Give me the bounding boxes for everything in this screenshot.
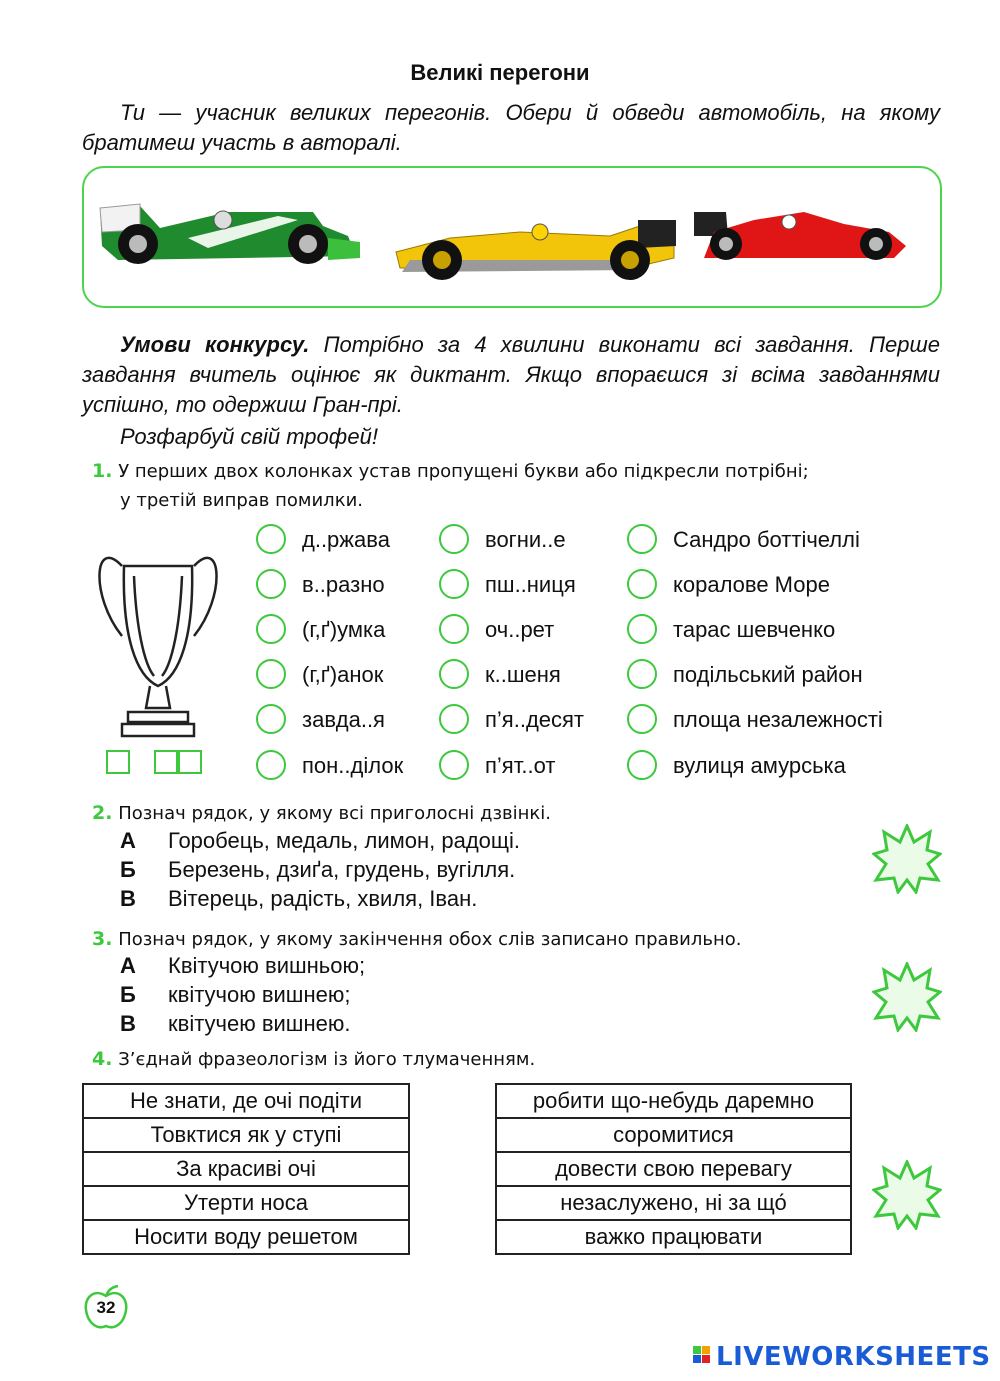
task-1-line1: У перших двох колонках устав пропущені букви або підкресли потрібні; [118,461,809,482]
phraseology-table [82,1083,410,1255]
answer-circle[interactable] [627,659,657,689]
option-text: квітучою вишнею; [168,982,351,1007]
task-2-option[interactable] [120,857,516,883]
contest-conditions [82,330,940,420]
page-number-badge [84,1290,128,1330]
task-4-instruction [92,1048,535,1070]
task-3-prompt: Познач рядок, у якому закінчення обох слів записано правильно. [118,929,742,950]
word-item: п’ят..от [485,753,556,778]
conditions-text: Потрібно за 4 хвилини виконати всі завдання. Перше завдання вчитель оцінює як диктант. Якщо впораєшся зі всіма завданнями успішно, то одержиш Гран-прі. [82,332,940,417]
answer-circle[interactable] [439,659,469,689]
task-2-option[interactable] [120,886,478,912]
word-item: (г,ґ)умка [302,617,386,642]
meaning-item[interactable]: довести свою перевагу [496,1152,851,1186]
task-1-line2: у третій виправ помилки. [120,490,363,511]
option-letter: А [120,953,136,978]
task-3-option[interactable] [120,982,351,1008]
option-letter: В [120,886,136,911]
trophy-color-box[interactable] [154,750,178,774]
word-item: оч..рет [485,617,555,642]
task-3-option[interactable] [120,1011,351,1037]
word-item: тарас шевченко [673,617,836,642]
option-text: Горобець, медаль, лимон, радощі. [168,828,520,853]
word-item: вогни..е [485,527,566,552]
word-item: завда..я [302,707,385,732]
intro-text: Ти — учасник великих перегонів. Обери й обведи автомобіль, на якому братимеш участь в авторалі. [82,100,940,155]
liveworksheets-brand[interactable]: LIVEWORKSHEETS [716,1342,991,1372]
option-letter: Б [120,857,136,882]
task-3-number: 3. [92,928,113,950]
page-number: 32 [96,1298,116,1317]
task-3-option[interactable] [120,953,366,979]
trophy-color-box[interactable] [106,750,130,774]
word-item: п’я..десят [485,707,584,732]
task-2-option[interactable] [120,828,520,854]
page-title: Великі перегони [410,60,590,85]
answer-circle[interactable] [256,614,286,644]
meaning-item[interactable]: соромитися [496,1118,851,1152]
trophy-color-box[interactable] [178,750,202,774]
option-text: Вітерець, радість, хвиля, Іван. [168,886,478,911]
word-item: к..шеня [485,662,561,687]
phraseology-item[interactable]: За красиві очі [83,1152,409,1186]
phraseology-item[interactable]: Не знати, де очі подіти [83,1084,409,1118]
word-item: подільський район [673,662,863,687]
red-race-car[interactable] [694,206,909,268]
answer-circle[interactable] [627,569,657,599]
word-item: Сандро боттічеллі [673,527,860,552]
meaning-item[interactable]: робити що-небудь даремно [496,1084,851,1118]
star-icon[interactable] [872,1160,942,1230]
phraseology-item[interactable]: Утерти носа [83,1186,409,1220]
star-icon[interactable] [872,962,942,1032]
word-item: вулиця амурська [673,753,846,778]
task-4-number: 4. [92,1048,113,1070]
meaning-table [495,1083,852,1255]
task-2-prompt: Познач рядок, у якому всі приголосні дзвінкі. [118,803,552,824]
answer-circle[interactable] [439,614,469,644]
answer-circle[interactable] [627,750,657,780]
option-text: Березень, дзиґа, грудень, вугілля. [168,857,516,882]
phraseology-item[interactable]: Носити воду решетом [83,1220,409,1254]
answer-circle[interactable] [256,659,286,689]
answer-circle[interactable] [439,524,469,554]
word-item: д..ржава [302,527,390,552]
option-letter: А [120,828,136,853]
answer-circle[interactable] [439,750,469,780]
answer-circle[interactable] [627,524,657,554]
word-item: пш..ниця [485,572,576,597]
task-3-instruction [92,928,741,950]
option-text: квітучею вишнею. [168,1011,351,1036]
answer-circle[interactable] [256,524,286,554]
answer-circle[interactable] [439,704,469,734]
option-letter: В [120,1011,136,1036]
word-item: (г,ґ)анок [302,662,384,687]
meaning-item[interactable]: важко працювати [496,1220,851,1254]
answer-circle[interactable] [627,614,657,644]
answer-circle[interactable] [256,569,286,599]
trophy-image[interactable] [94,526,222,744]
option-text: Квітучою вишньою; [168,953,366,978]
green-race-car[interactable] [98,198,363,276]
word-item: коралове Море [673,572,830,597]
word-item: площа незалежності [673,707,883,732]
meaning-item[interactable]: незаслужено, ні за що́ [496,1186,851,1220]
task-1-number: 1. [92,460,113,482]
word-item: в..разно [302,572,385,597]
yellow-race-car[interactable] [390,218,680,284]
option-letter: Б [120,982,136,1007]
word-item: пон..ділок [302,753,404,778]
task-1-instruction [92,460,809,482]
answer-circle[interactable] [439,569,469,599]
task-2-instruction [92,802,551,824]
answer-circle[interactable] [627,704,657,734]
star-icon[interactable] [872,824,942,894]
conditions-lead: Умови конкурсу. [120,332,310,357]
answer-circle[interactable] [256,750,286,780]
answer-circle[interactable] [256,704,286,734]
task-4-prompt: З’єднай фразеологізм із його тлумаченням. [118,1049,536,1070]
trophy-prompt: Розфарбуй свій трофей! [120,424,378,449]
phraseology-item[interactable]: Товктися як у ступі [83,1118,409,1152]
task-2-number: 2. [92,802,113,824]
